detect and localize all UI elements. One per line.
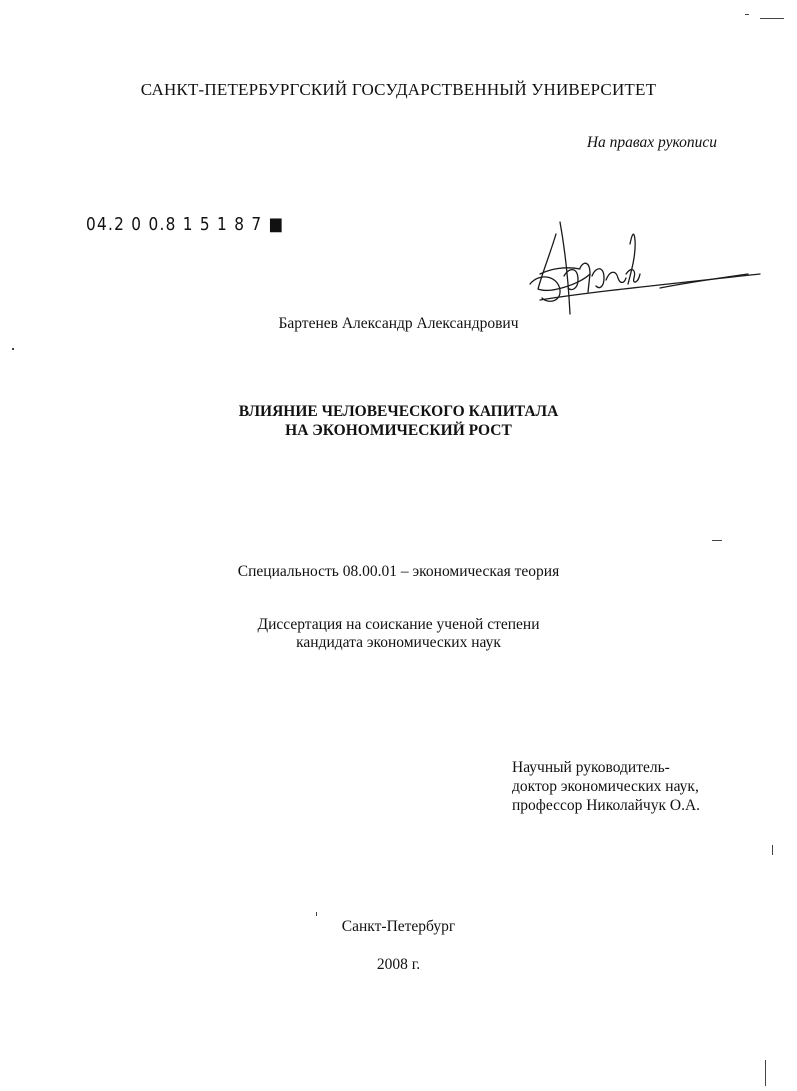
catalog-number-text: 04.2 0 0.8 1 5 1 8 7 bbox=[86, 214, 263, 235]
supervisor-block bbox=[512, 758, 700, 815]
year: 2008 г. bbox=[376, 956, 421, 973]
scan-speck bbox=[765, 1060, 766, 1086]
dissertation-title bbox=[0, 402, 797, 440]
scan-speck bbox=[712, 540, 722, 541]
city: Санкт-Петербург bbox=[341, 918, 456, 935]
title-line-1: ВЛИЯНИЕ ЧЕЛОВЕЧЕСКОГО КАПИТАЛА bbox=[238, 403, 559, 420]
scan-speck bbox=[745, 14, 749, 15]
catalog-number-mark: ■ bbox=[262, 214, 285, 235]
dissertation-degree bbox=[0, 616, 797, 652]
author-name: Бартенев Александр Александрович bbox=[278, 315, 519, 332]
catalog-number bbox=[86, 214, 284, 235]
supervisor-line-3: профессор Николайчук О.А. bbox=[512, 797, 701, 814]
scan-speck bbox=[12, 348, 14, 350]
manuscript-rights-note: На правах рукописи bbox=[586, 134, 717, 151]
handwritten-signature bbox=[520, 214, 770, 324]
scan-speck bbox=[316, 912, 317, 916]
scan-speck bbox=[772, 845, 773, 855]
scan-speck bbox=[760, 18, 784, 19]
university-name: САНКТ-ПЕТЕРБУРГСКИЙ ГОСУДАРСТВЕННЫЙ УНИВЕРСИТЕТ bbox=[140, 80, 657, 99]
supervisor-line-2: доктор экономических наук, bbox=[512, 778, 699, 795]
supervisor-line-1: Научный руководитель- bbox=[512, 759, 670, 776]
title-line-2: НА ЭКОНОМИЧЕСКИЙ РОСТ bbox=[285, 422, 512, 439]
specialty: Специальность 08.00.01 – экономическая теория bbox=[237, 563, 560, 580]
degree-line-1: Диссертация на соискание ученой степени bbox=[257, 616, 540, 633]
degree-line-2: кандидата экономических наук bbox=[296, 634, 501, 651]
